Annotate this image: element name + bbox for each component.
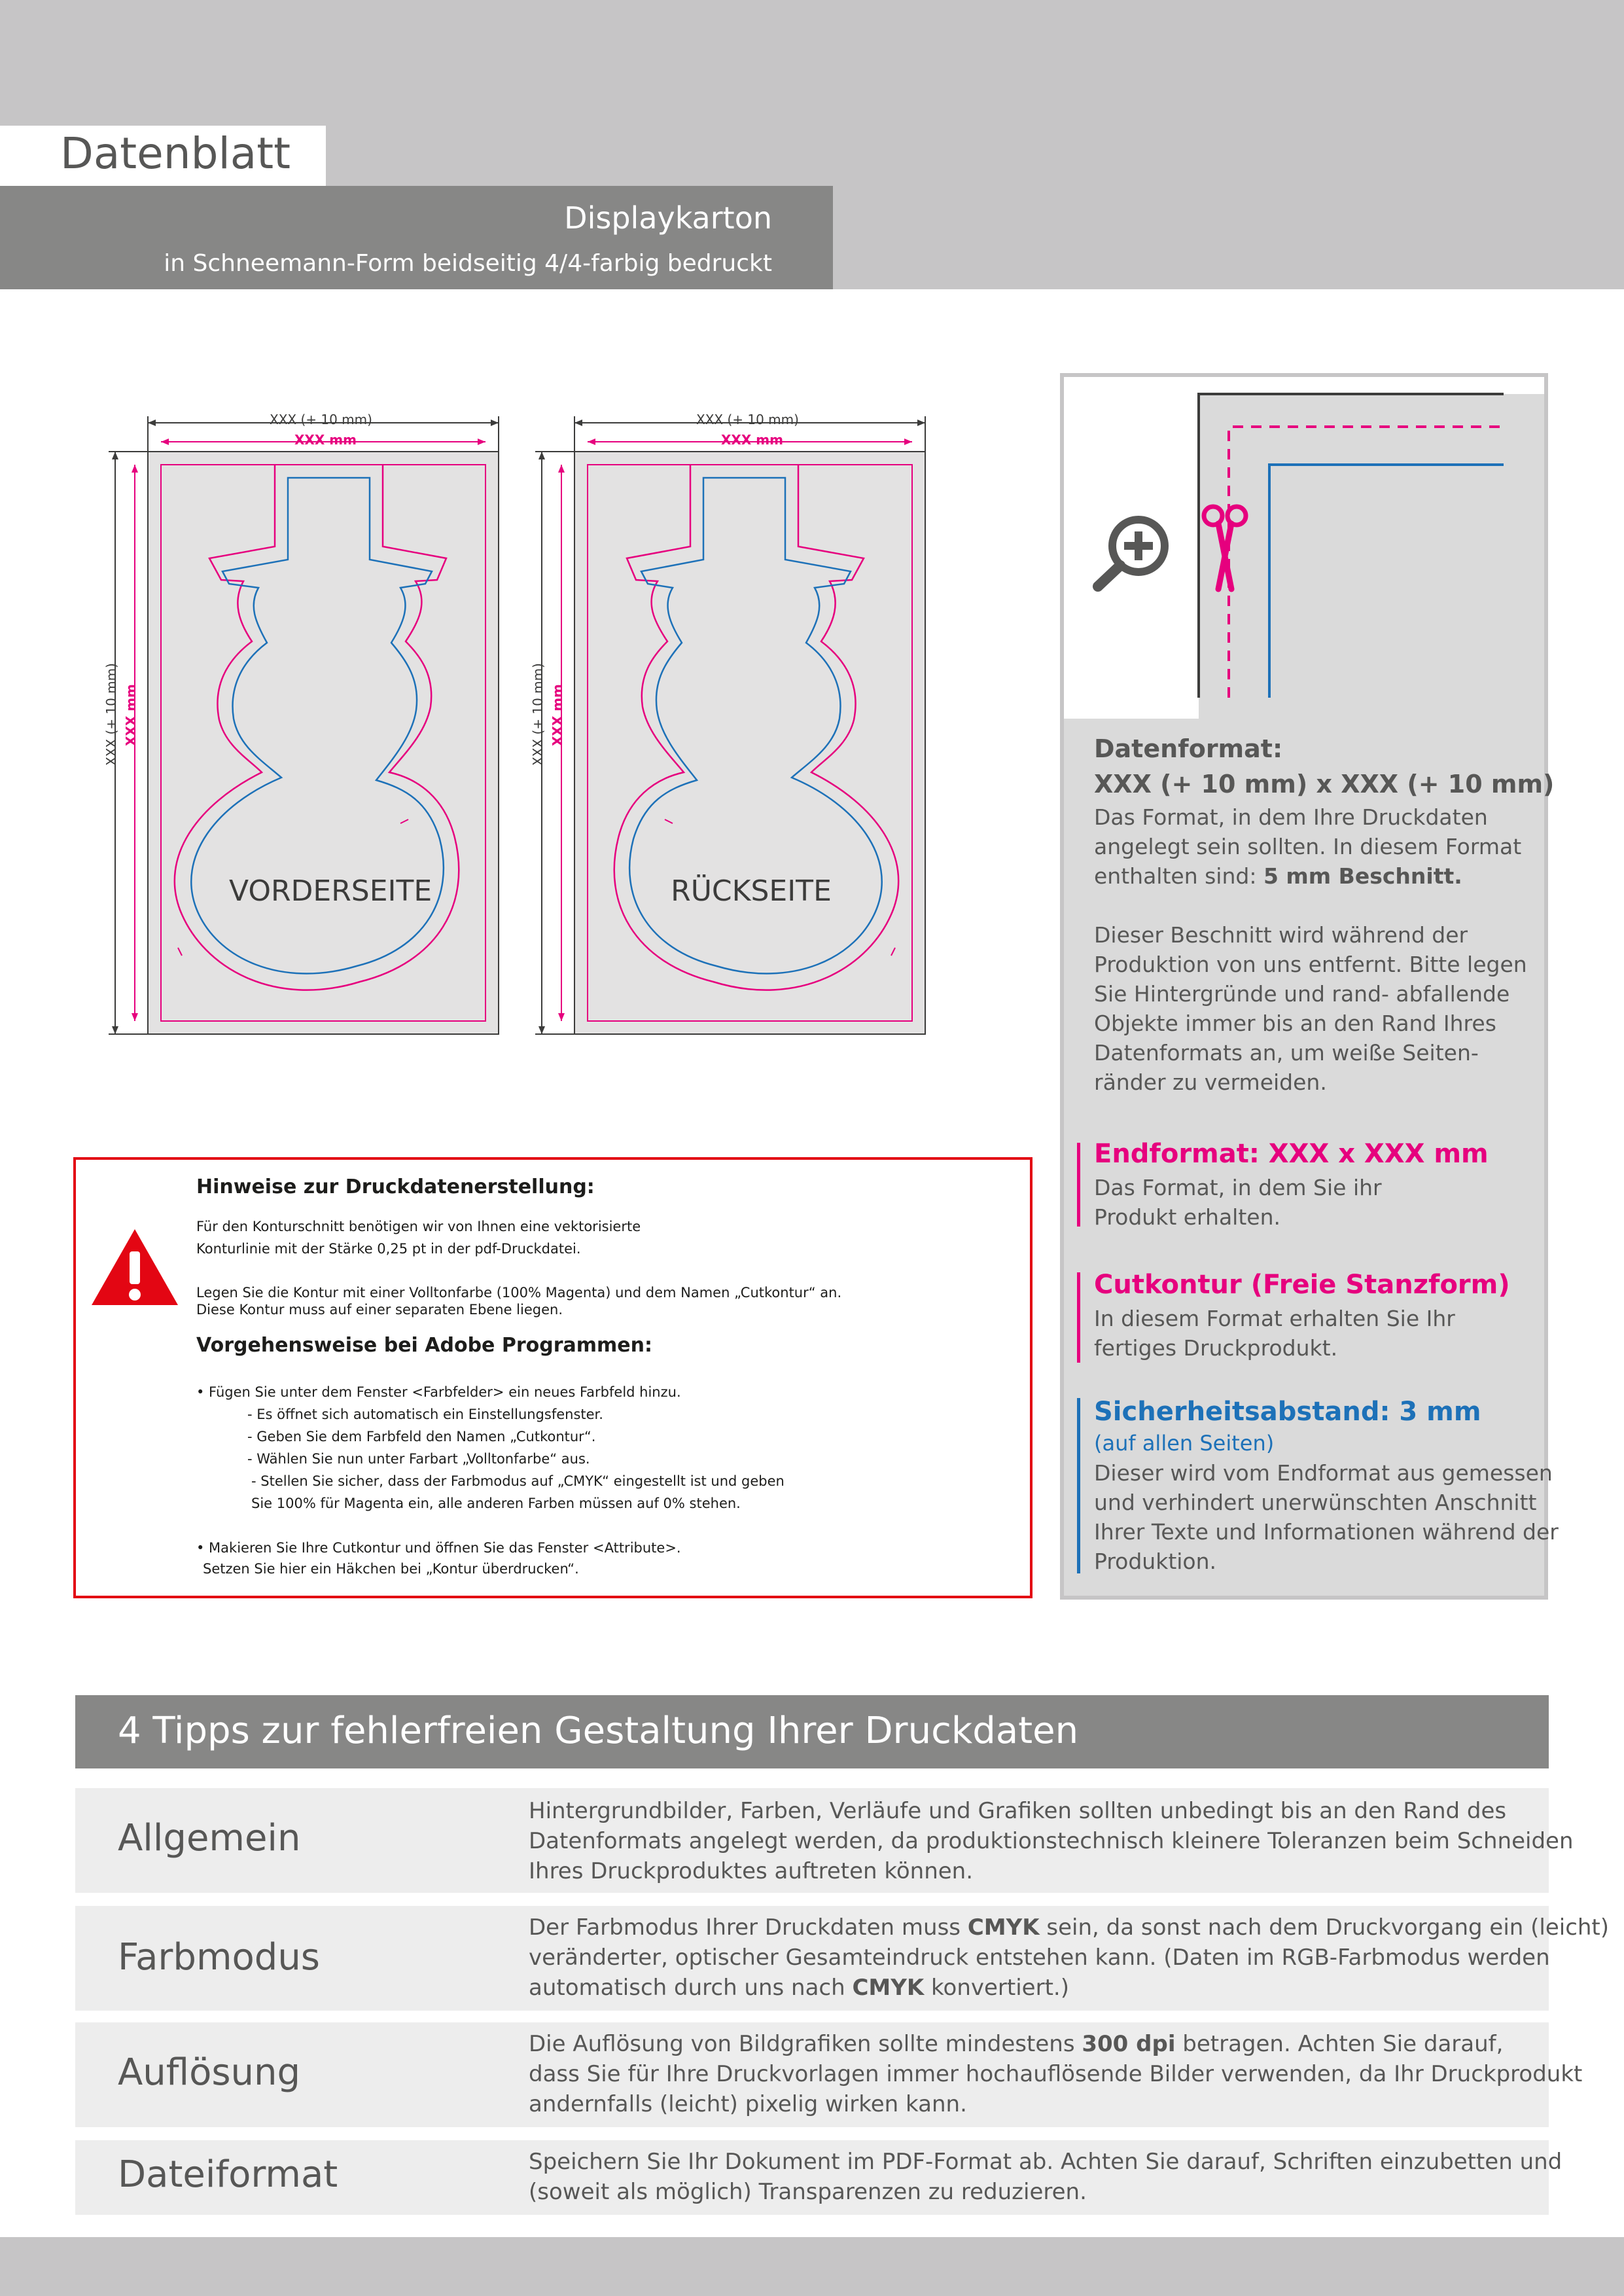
tip-farbmodus-line2: veränderter, optischer Gesamteindruck entstehen kann. (Daten im RGB-Farbmodus werden	[529, 1945, 1550, 1971]
tip-farbmodus-text-c: sein, da sonst nach dem Druckvorgang ein (leicht)	[1039, 1914, 1610, 1941]
back-outer-width: XXX (+ 10 mm)	[696, 412, 799, 427]
hint-title: Hinweise zur Druckdatenerstellung:	[196, 1175, 595, 1198]
endformat-bar	[1077, 1143, 1080, 1227]
back-inner-height: XXX mm	[550, 684, 565, 746]
tip-allgemein-line2: Datenformats angelegt werden, da produktionstechnisch kleinere Toleranzen beim Schneiden	[529, 1828, 1574, 1854]
back-label: RÜCKSEITE	[671, 874, 832, 908]
back-diagram	[525, 406, 944, 1047]
cutkontur-bar	[1077, 1272, 1080, 1363]
front-inner-height: XXX mm	[123, 684, 139, 746]
datenformat-bleed: 5 mm Beschnitt.	[1263, 863, 1462, 889]
front-outer-width: XXX (+ 10 mm)	[270, 412, 372, 427]
tip-aufloesung-text-a: Die Auflösung von Bildgrafiken sollte mindestens	[529, 2031, 1082, 2057]
beschnitt-line2: Produktion von uns entfernt. Bitte legen	[1094, 952, 1527, 977]
safety-subtitle: (auf allen Seiten)	[1094, 1431, 1275, 1456]
tip-aufloesung-line3: andernfalls (leicht) pixelig wirken kann.	[529, 2091, 967, 2117]
tip-farbmodus-text-d: automatisch durch uns nach	[529, 1975, 853, 2001]
hint-step2a: Setzen Sie hier ein Häkchen bei „Kontur überdrucken“.	[203, 1561, 579, 1577]
front-outer-height: XXX (+ 10 mm)	[103, 663, 119, 766]
scissors-icon	[1199, 497, 1251, 596]
endformat-title: Endformat: XXX x XXX mm	[1094, 1139, 1489, 1169]
front-label: VORDERSEITE	[229, 874, 432, 908]
tip-label-aufloesung: Auflösung	[118, 2051, 301, 2094]
beschnitt-line3: Sie Hintergründe und rand- abfallende	[1094, 981, 1510, 1007]
safety-title: Sicherheitsabstand: 3 mm	[1094, 1397, 1481, 1427]
tip-dateiformat-line1: Speichern Sie Ihr Dokument im PDF-Format ab. Achten Sie darauf, Schriften einzubetten und	[529, 2149, 1562, 2175]
hint-step1e: Sie 100% für Magenta ein, alle anderen Farben müssen auf 0% stehen.	[251, 1496, 741, 1511]
cutkontur-title: Cutkontur (Freie Stanzform)	[1094, 1270, 1510, 1300]
beschnitt-line5: Datenformats an, um weiße Seiten-	[1094, 1040, 1479, 1066]
front-diagram	[98, 406, 517, 1047]
datenformat-title: Datenformat:	[1094, 734, 1283, 763]
hint-step1: • Fügen Sie unter dem Fenster <Farbfelder> ein neues Farbfeld hinzu.	[196, 1384, 681, 1400]
hint-step1b: - Geben Sie dem Farbfeld den Namen „Cutkontur“.	[247, 1429, 596, 1444]
tip-farbmodus-text-e: konvertiert.)	[924, 1975, 1069, 2001]
tip-allgemein-line3: Ihres Druckproduktes auftreten können.	[529, 1858, 974, 1884]
page-title: Datenblatt	[60, 128, 291, 179]
tip-farbmodus-text-a: Der Farbmodus Ihrer Druckdaten muss	[529, 1914, 968, 1941]
datenformat-line2: angelegt sein sollten. In diesem Format	[1094, 834, 1522, 859]
datenformat-line3	[1094, 861, 1462, 891]
tip-farbmodus-cmyk-2: CMYK	[852, 1975, 925, 2001]
tip-allgemein-line1: Hintergrundbilder, Farben, Verläufe und Grafiken sollten unbedingt bis an den Rand des	[529, 1798, 1507, 1824]
tip-dateiformat-line2: (soweit als möglich) Transparenzen zu reduzieren.	[529, 2179, 1087, 2205]
product-title: Displaykarton	[564, 200, 772, 236]
datenformat-value: XXX (+ 10 mm) x XXX (+ 10 mm)	[1094, 770, 1555, 798]
safety-line3: Ihrer Texte und Informationen während der	[1094, 1519, 1559, 1545]
endformat-line2: Produkt erhalten.	[1094, 1204, 1280, 1230]
tip-farbmodus-line1	[529, 1912, 1610, 1943]
front-inner-width: XXX mm	[294, 432, 357, 448]
tip-label-farbmodus: Farbmodus	[118, 1936, 320, 1979]
warning-icon	[89, 1227, 181, 1308]
cutkontur-line2: fertiges Druckprodukt.	[1094, 1335, 1338, 1361]
hint-step1c: - Wählen Sie nun unter Farbart „Volltonfarbe“ aus.	[247, 1451, 590, 1467]
beschnitt-line6: ränder zu vermeiden.	[1094, 1069, 1327, 1095]
safety-line4: Produktion.	[1094, 1549, 1217, 1574]
endformat-line1: Das Format, in dem Sie ihr	[1094, 1175, 1382, 1200]
hint-p2-line1: Legen Sie die Kontur mit einer Volltonfarbe (100% Magenta) und dem Namen „Cutkontur“ an.	[196, 1285, 842, 1300]
tip-aufloesung-line2: dass Sie für Ihre Druckvorlagen immer hochauflösende Bilder verwenden, da Ihr Druckprodukt	[529, 2061, 1583, 2087]
footer-band	[0, 2237, 1624, 2296]
hint-p2-line2: Diese Kontur muss auf einer separaten Ebene liegen.	[196, 1302, 563, 1318]
adobe-title: Vorgehensweise bei Adobe Programmen:	[196, 1334, 652, 1357]
beschnitt-line4: Objekte immer bis an den Rand Ihres	[1094, 1011, 1496, 1036]
hint-step2: • Makieren Sie Ihre Cutkontur und öffnen Sie das Fenster <Attribute>.	[196, 1540, 681, 1556]
cutkontur-line1: In diesem Format erhalten Sie Ihr	[1094, 1306, 1455, 1331]
hint-p1-line1: Für den Konturschnitt benötigen wir von Ihnen eine vektorisierte	[196, 1219, 641, 1234]
safety-line2: und verhindert unerwünschten Anschnitt	[1094, 1490, 1537, 1515]
hint-p1-line2: Konturlinie mit der Stärke 0,25 pt in der pdf-Druckdatei.	[196, 1241, 581, 1257]
zoom-icon[interactable]	[1091, 512, 1173, 593]
datenformat-line3-text: enthalten sind:	[1094, 863, 1263, 889]
tips-title: 4 Tipps zur fehlerfreien Gestaltung Ihrer Druckdaten	[118, 1710, 1079, 1752]
tip-label-dateiformat: Dateiformat	[118, 2153, 338, 2196]
beschnitt-line1: Dieser Beschnitt wird während der	[1094, 922, 1468, 948]
tip-aufloesung-line1	[529, 2029, 1549, 2059]
safety-bar	[1077, 1398, 1080, 1573]
product-description: in Schneemann-Form beidseitig 4/4-farbig bedruckt	[164, 250, 772, 277]
safety-line1: Dieser wird vom Endformat aus gemessen	[1094, 1460, 1553, 1486]
tip-aufloesung-dpi: 300 dpi	[1082, 2031, 1176, 2057]
datenformat-line1: Das Format, in dem Ihre Druckdaten	[1094, 804, 1488, 830]
back-inner-width: XXX mm	[721, 432, 783, 448]
back-outer-height: XXX (+ 10 mm)	[530, 663, 546, 766]
hint-step1d: - Stellen Sie sicher, dass der Farbmodus auf „CMYK“ eingestellt ist und geben	[251, 1473, 785, 1489]
tip-farbmodus-cmyk: CMYK	[967, 1914, 1040, 1941]
tip-farbmodus-line3	[529, 1973, 1549, 2003]
hint-step1a: - Es öffnet sich automatisch ein Einstellungsfenster.	[247, 1407, 603, 1422]
tip-label-allgemein: Allgemein	[118, 1817, 301, 1859]
tip-aufloesung-text-c: betragen. Achten Sie darauf,	[1175, 2031, 1504, 2057]
